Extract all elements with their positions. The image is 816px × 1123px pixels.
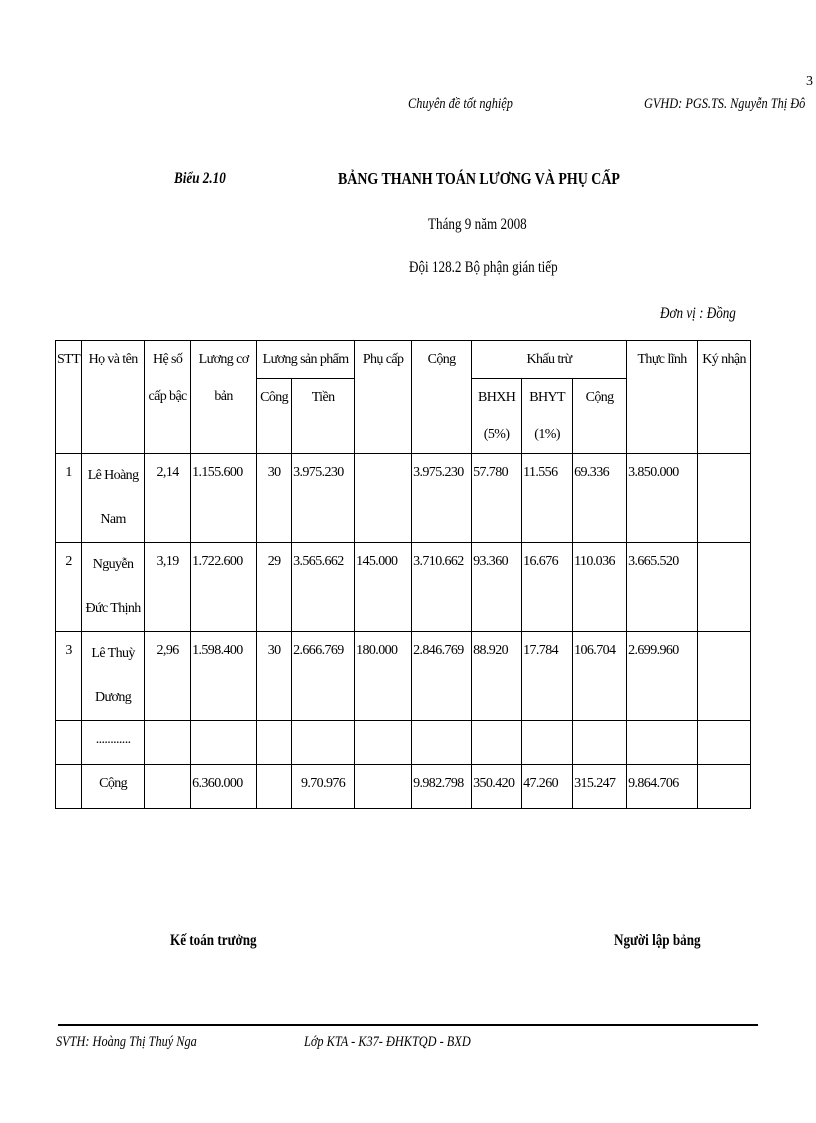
table-total-row (56, 765, 751, 809)
table-row (56, 632, 751, 721)
cell-coefficient: 2,96 (145, 632, 191, 721)
cell-base-salary: 1.722.600 (191, 543, 257, 632)
cell-bhxh: 57.780 (472, 454, 522, 543)
header-signature: Ký nhận (698, 341, 751, 454)
cell-bhxh: 93.360 (472, 543, 522, 632)
header-net: Thực lĩnh (627, 341, 698, 454)
cell-bhyt: 16.676 (522, 543, 573, 632)
cell-allowance: 180.000 (355, 632, 412, 721)
header-name: Họ và tên (82, 341, 145, 454)
cell-signature (698, 543, 751, 632)
header-deductions: Khấu trừ (472, 341, 627, 379)
cell-total: 3.710.662 (412, 543, 472, 632)
page-number: 3 (806, 74, 813, 89)
cell-total-label: Cộng (82, 765, 145, 809)
footer-divider (58, 1024, 758, 1026)
cell-money: 2.666.769 (292, 632, 355, 721)
cell-base-salary: 1.155.600 (191, 454, 257, 543)
cell-base-salary: 1.598.400 (191, 632, 257, 721)
cell-allowance: 145.000 (355, 543, 412, 632)
cell-deduction-total: 110.036 (573, 543, 627, 632)
header-allowance: Phụ cấp (355, 341, 412, 454)
cell-deduction-total: 69.336 (573, 454, 627, 543)
table-label: Biểu 2.10 (174, 170, 226, 187)
cell-stt: 3 (56, 632, 82, 721)
cell-total-deductions: 315.247 (573, 765, 627, 809)
cell-total: 3.975.230 (412, 454, 472, 543)
header-days: Công (257, 379, 292, 454)
currency-unit: Đơn vị : Đồng (660, 305, 736, 322)
cell-net: 3.665.520 (627, 543, 698, 632)
header-base-salary: Lương cơ bản (191, 341, 257, 454)
cell-days: 30 (257, 454, 292, 543)
cell-bhyt: 11.556 (522, 454, 573, 543)
cell-name: Lê Hoàng Nam (82, 454, 145, 543)
footer-student: SVTH: Hoàng Thị Thuý Nga (56, 1034, 197, 1050)
cell-signature (698, 454, 751, 543)
cell-total-bhyt: 47.260 (522, 765, 573, 809)
cell-stt: 1 (56, 454, 82, 543)
cell-name: Lê Thuỳ Dương (82, 632, 145, 721)
signature-chief-accountant: Kế toán trưởng (170, 932, 257, 949)
cell-signature (698, 632, 751, 721)
header-product-salary: Lương sản phẩm (257, 341, 355, 379)
table-title: BẢNG THANH TOÁN LƯƠNG VÀ PHỤ CẤP (338, 169, 620, 188)
table-month: Tháng 9 năm 2008 (428, 216, 527, 233)
header-left-title: Chuyên đề tốt nghiệp (408, 96, 513, 112)
cell-bhxh: 88.920 (472, 632, 522, 721)
cell-name: Nguyễn Đức Thịnh (82, 543, 145, 632)
cell-total-base: 6.360.000 (191, 765, 257, 809)
cell-days: 29 (257, 543, 292, 632)
header-deduction-total: Cộng (573, 379, 627, 454)
header-bhyt: BHYT (1%) (522, 379, 573, 454)
cell-coefficient: 2,14 (145, 454, 191, 543)
cell-total: 2.846.769 (412, 632, 472, 721)
cell-money: 3.565.662 (292, 543, 355, 632)
header-stt: STT (56, 341, 82, 454)
cell-days: 30 (257, 632, 292, 721)
table-department: Đội 128.2 Bộ phận gián tiếp (409, 259, 558, 276)
header-coefficient: Hệ số cấp bậc (145, 341, 191, 454)
cell-allowance (355, 454, 412, 543)
footer-class: Lớp KTA - K37- ĐHKTQD - BXD (304, 1034, 471, 1050)
cell-stt: 2 (56, 543, 82, 632)
cell-net: 3.850.000 (627, 454, 698, 543)
header-total: Cộng (412, 341, 472, 454)
table-row (56, 454, 751, 543)
cell-total-money: 9.70.976 (292, 765, 355, 809)
cell-net: 2.699.960 (627, 632, 698, 721)
signature-preparer: Người lập bảng (614, 932, 701, 949)
table-row (56, 543, 751, 632)
table-row-ellipsis (56, 721, 751, 765)
header-money: Tiền (292, 379, 355, 454)
cell-coefficient: 3,19 (145, 543, 191, 632)
header-bhxh: BHXH (5%) (472, 379, 522, 454)
cell-total-total: 9.982.798 (412, 765, 472, 809)
cell-total-bhxh: 350.420 (472, 765, 522, 809)
cell-bhyt: 17.784 (522, 632, 573, 721)
cell-ellipsis: ............ (82, 721, 145, 765)
cell-total-net: 9.864.706 (627, 765, 698, 809)
cell-deduction-total: 106.704 (573, 632, 627, 721)
cell-money: 3.975.230 (292, 454, 355, 543)
header-advisor: GVHD: PGS.TS. Nguyễn Thị Đô (644, 96, 806, 112)
payroll-table (55, 340, 751, 809)
